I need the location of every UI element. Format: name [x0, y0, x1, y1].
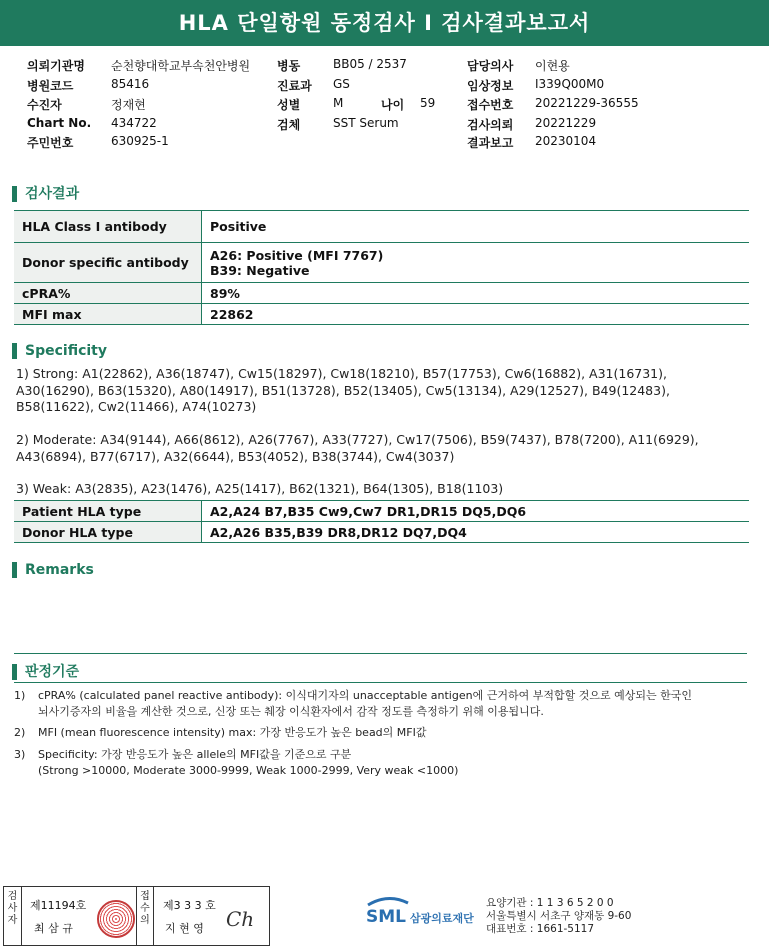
info-label: 성별	[277, 98, 301, 112]
table-row	[14, 243, 749, 283]
criteria-num: 1)	[14, 689, 26, 702]
signature: Ch	[226, 907, 255, 931]
info-value: 630925-1	[111, 134, 169, 148]
result-key: MFI max	[14, 304, 202, 325]
info-label: 담당의사	[467, 59, 514, 73]
info-value: 20221229	[535, 116, 597, 130]
info-row: 주민번호	[27, 136, 74, 150]
logo-text: SML	[366, 907, 406, 927]
info-row: Chart No.	[27, 116, 92, 130]
info-value: I339Q00M0	[535, 77, 605, 91]
result-key: Donor specific antibody	[14, 243, 202, 283]
signature-box	[3, 886, 270, 946]
criteria-line: 뇌사기증자의 비율을 계산한 것으로, 신장 또는 췌장 이식환자에서 감작 정도를 측정하기 위해 이용됩니다.	[38, 705, 544, 718]
hla-key: Patient HLA type	[14, 501, 202, 522]
info-value: GS	[333, 77, 350, 91]
address: 서울특별시 서초구 양재동 9-60	[486, 910, 632, 922]
info-value: 85416	[111, 77, 150, 91]
remarks-title: Remarks	[12, 562, 94, 578]
specificity-title: Specificity	[12, 343, 107, 359]
info-value: BB05 / 2537	[333, 57, 407, 71]
info-value: 순천향대학교부속천안병원	[111, 59, 251, 73]
footer-info	[486, 897, 631, 936]
reviewer-label: 접수의	[136, 887, 154, 945]
criteria-num: 2)	[14, 726, 26, 739]
reviewer-no: 제3 3 3 호	[163, 899, 216, 912]
divider	[14, 653, 747, 654]
seal-stamp	[97, 900, 135, 938]
info-row: 병원코드	[27, 79, 74, 93]
result-value	[202, 243, 750, 283]
result-value: Positive	[202, 211, 750, 243]
info-label: 진료과	[277, 79, 312, 93]
hla-value: A2,A26 B35,B39 DR8,DR12 DQ7,DQ4	[202, 522, 750, 543]
info-label: 접수번호	[467, 98, 514, 112]
info-label: 결과보고	[467, 136, 514, 150]
examiner-label: 검사자	[4, 887, 22, 945]
criteria-line: (Strong >10000, Moderate 3000-9999, Weak 1000-2999, Very weak <1000)	[38, 764, 459, 777]
hla-type-table	[14, 500, 749, 543]
info-value: M	[333, 96, 344, 110]
examiner-name: 최 삼 규	[34, 922, 73, 935]
report-title: HLA 단일항원 동정검사 I 검사결과보고서	[0, 0, 769, 46]
info-value: 20221229-36555	[535, 96, 639, 110]
results-table	[14, 210, 749, 325]
results-title: 검사결과	[12, 186, 79, 202]
result-key: HLA Class I antibody	[14, 211, 202, 243]
specificity-moderate: 2) Moderate: A34(9144), A66(8612), A26(7767), A33(7727), Cw17(7506), B59(7437), B78(7200), A11(6929), A43(6894), B77(6717), A32(6644), B53(4052), B38(3744), Cw4(3037)	[16, 432, 699, 464]
info-label: 검사의뢰	[467, 118, 514, 132]
result-value: 22862	[202, 304, 750, 325]
info-row: 의뢰기관명	[27, 59, 85, 73]
info-value: 정재현	[111, 98, 146, 112]
specificity-strong: 1) Strong: A1(22862), A36(18747), Cw15(18297), Cw18(18210), B57(17753), Cw6(16882), A31(16731), A30(16290), B63(15320), A80(14917), B51(13728), B52(13405), Cw5(13134), A29(12527), B49(12483), B58(11622), Cw2(11466), A74(10273)	[16, 366, 670, 414]
table-row	[14, 304, 749, 325]
info-value: 20230104	[535, 134, 597, 148]
result-key: cPRA%	[14, 283, 202, 304]
info-label: 나이	[381, 98, 405, 112]
table-row	[14, 283, 749, 304]
info-row: 수진자	[27, 98, 62, 112]
criteria-line: MFI (mean fluorescence intensity) max: 가장 반응도가 높은 bead의 MFI값	[38, 726, 427, 739]
sml-logo	[364, 895, 474, 935]
criteria-title: 판정기준	[12, 664, 79, 680]
phone: 대표번호 : 1661-5117	[486, 923, 595, 935]
table-row	[14, 211, 749, 243]
hla-value: A2,A24 B7,B35 Cw9,Cw7 DR1,DR15 DQ5,DQ6	[202, 501, 750, 522]
dsa-line-2: B39: Negative	[210, 262, 310, 278]
reviewer-name: 지 현 영	[165, 922, 204, 935]
examiner-no: 제11194호	[30, 899, 87, 912]
divider	[14, 682, 747, 683]
institution-code: 요양기관 : 1 1 3 6 5 2 0 0	[486, 897, 614, 909]
hla-key: Donor HLA type	[14, 522, 202, 543]
table-row	[14, 501, 749, 522]
info-label: 검체	[277, 118, 301, 132]
org-name: 삼광의료재단	[410, 912, 474, 925]
criteria-num: 3)	[14, 748, 26, 761]
table-row	[14, 522, 749, 543]
info-value: SST Serum	[333, 116, 399, 130]
info-value: 59	[420, 96, 436, 110]
criteria-line: Specificity: 가장 반응도가 높은 allele의 MFI값을 기준으로 구분	[38, 748, 352, 761]
result-value: 89%	[202, 283, 750, 304]
info-label: 병동	[277, 59, 301, 73]
specificity-weak: 3) Weak: A3(2835), A23(1476), A25(1417), B62(1321), B64(1305), B18(1103)	[16, 481, 504, 496]
info-value: 434722	[111, 116, 157, 130]
dsa-line-1: A26: Positive (MFI 7767)	[210, 247, 384, 263]
info-label: 임상정보	[467, 79, 514, 93]
criteria-line: cPRA% (calculated panel reactive antibody): 이식대기자의 unacceptable antigen에 근거하여 부적합할 것으로 예상되는 한국인	[38, 689, 692, 702]
info-value: 이현용	[535, 59, 570, 73]
